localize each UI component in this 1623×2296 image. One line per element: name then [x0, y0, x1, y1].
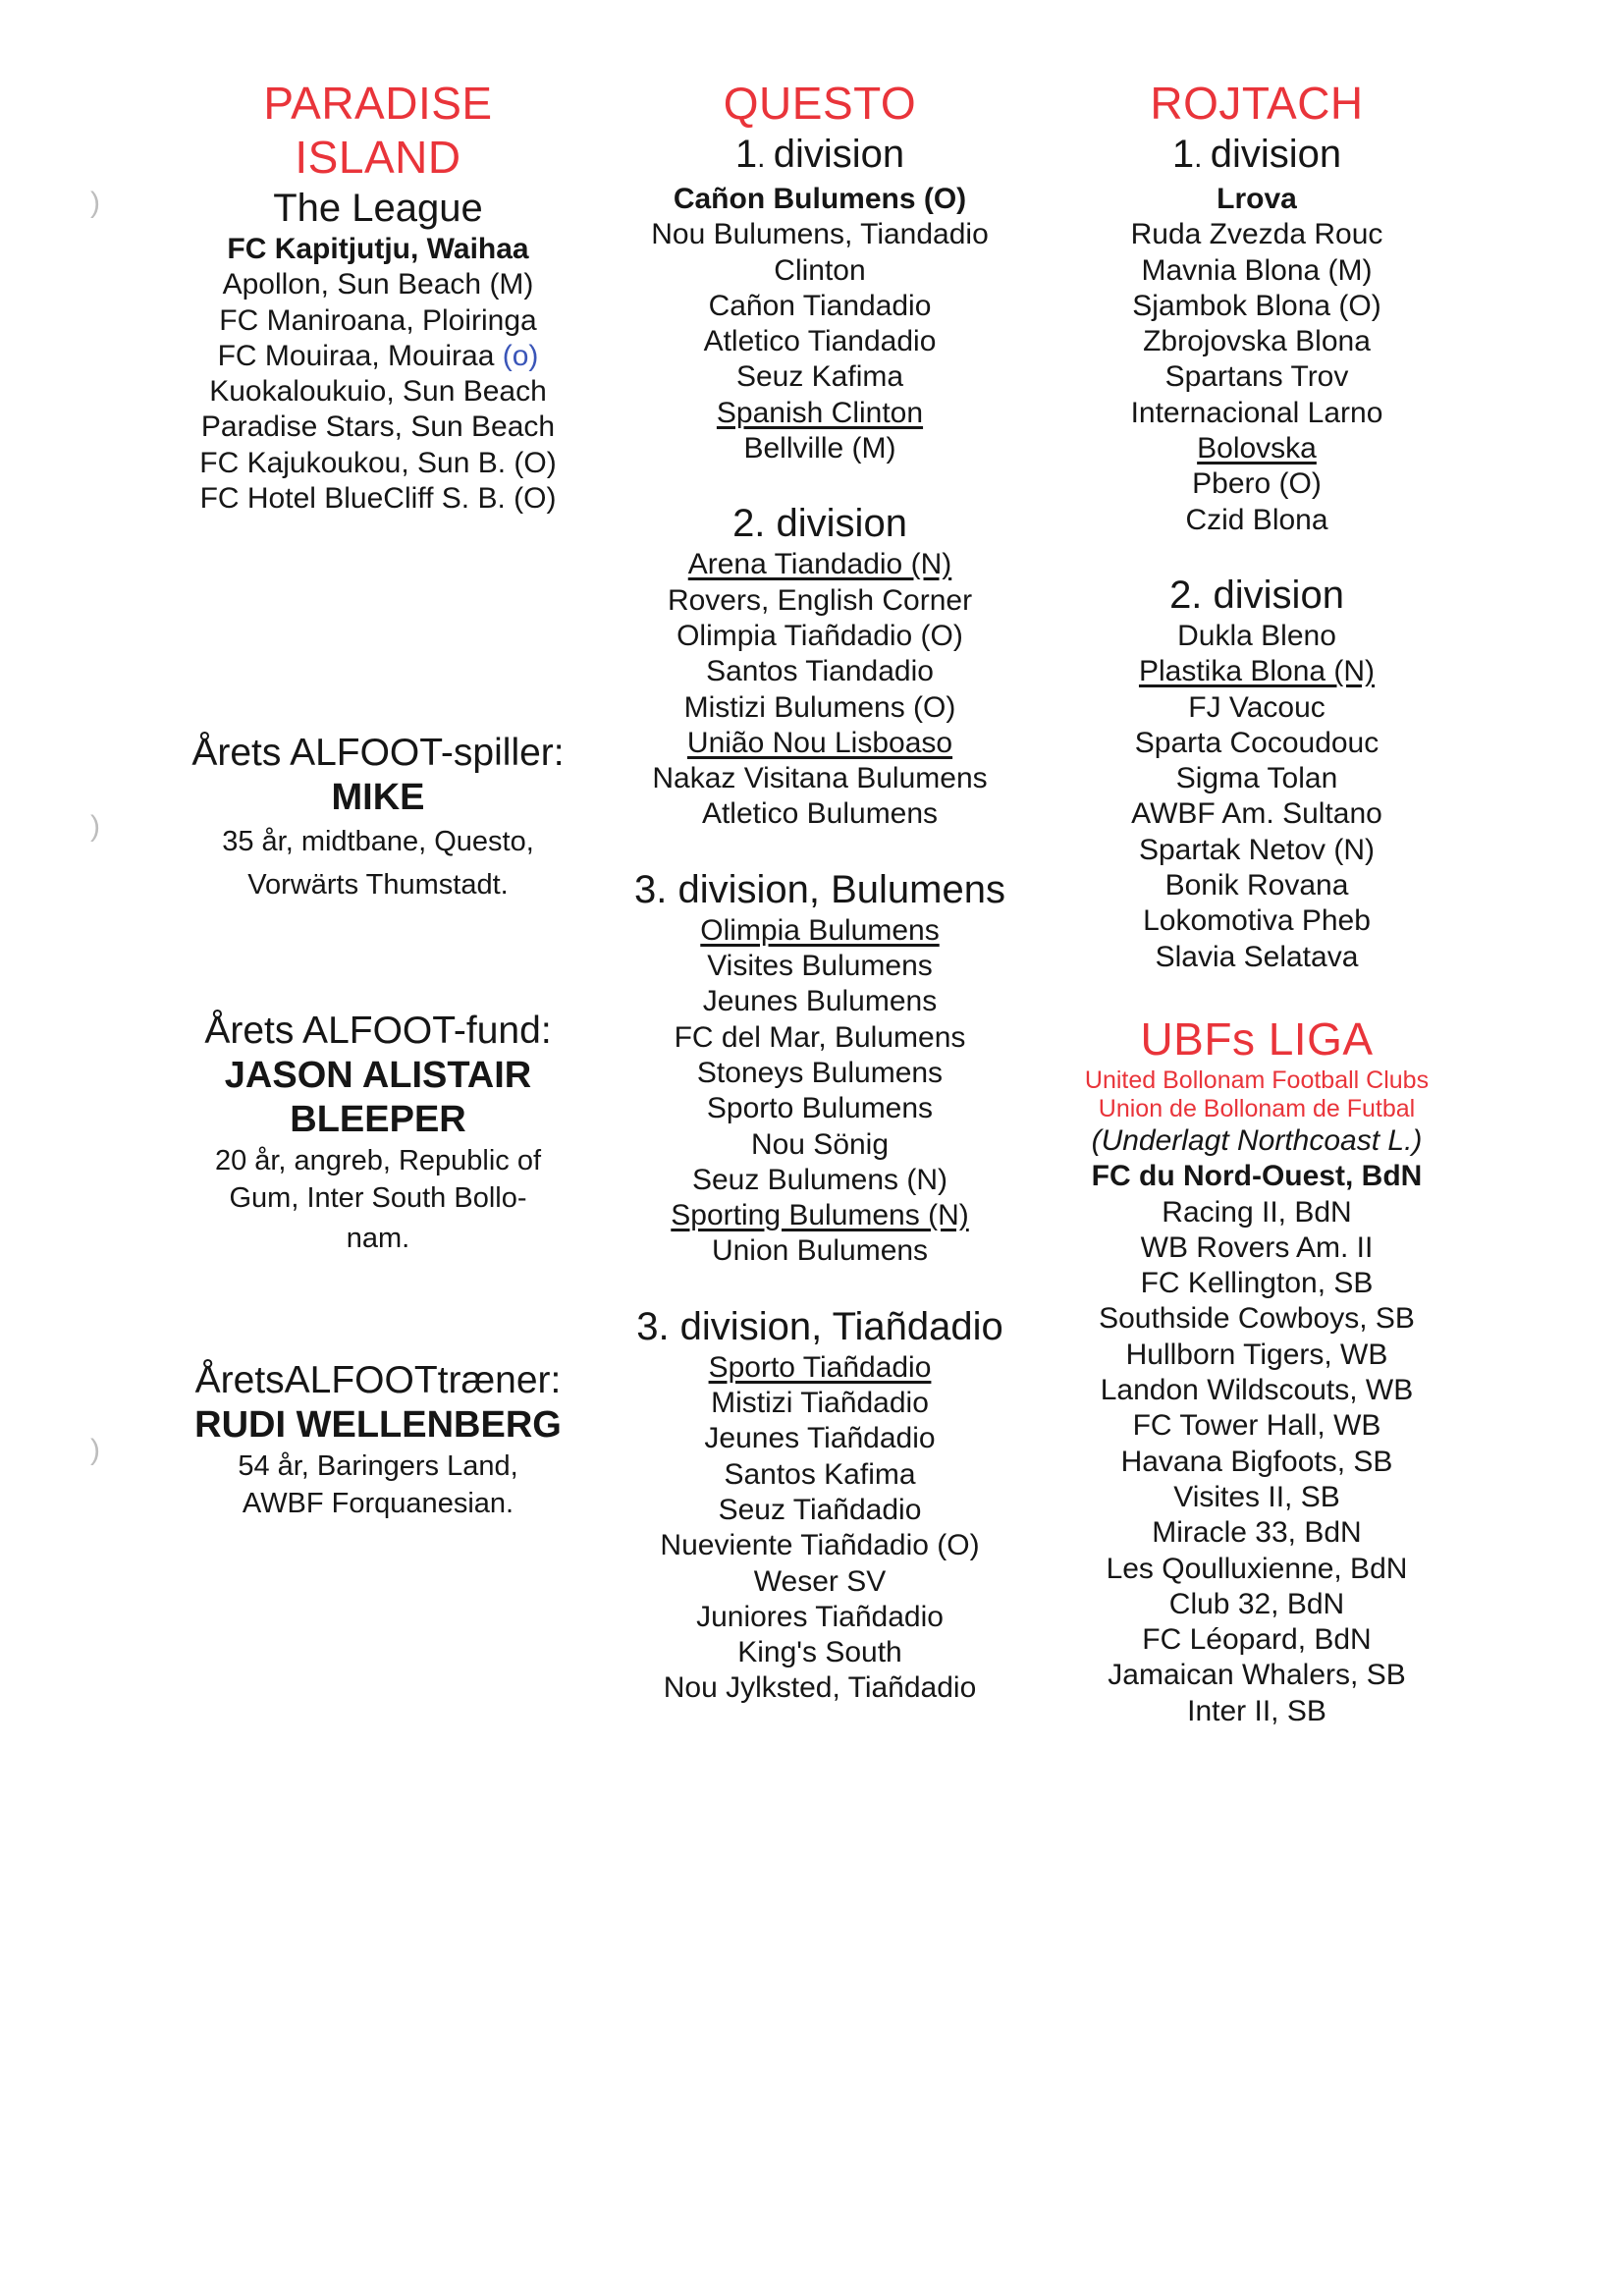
- list-item: Atletico Bulumens: [701, 797, 939, 831]
- list-item: Sjambok Blona (O): [1132, 289, 1381, 322]
- list-item: Lrova: [1217, 183, 1297, 215]
- award-coach-desc: AWBF Forquanesian.: [242, 1488, 514, 1520]
- list-item: Union Bulumens: [711, 1234, 929, 1268]
- award-coach-name: RUDI WELLENBERG: [194, 1404, 562, 1447]
- rojtach-div2-list: [1041, 619, 1473, 975]
- list-item: Sparta Cocoudouc: [1134, 726, 1380, 759]
- list-item: Ruda Zvezda Rouc: [1130, 218, 1383, 251]
- list-item: Landon Wildscouts, WB: [1100, 1374, 1414, 1407]
- list-item: Spartak Netov (N): [1138, 833, 1376, 866]
- list-item: FC Maniroana, Ploiringa: [219, 303, 537, 337]
- ubf-subtitle-1: United Bollonam Football Clubs: [1084, 1066, 1430, 1094]
- list-item: Czid Blona: [1185, 503, 1328, 536]
- list-item: Apollon, Sun Beach (M): [222, 268, 534, 301]
- list-item: FC Kapitjutju, Waihaa: [227, 233, 529, 265]
- questo-title: QUESTO: [723, 78, 917, 129]
- list-item: Sigma Tolan: [1175, 762, 1338, 795]
- award-fund-desc: nam.: [346, 1223, 410, 1255]
- list-item: Havana Bigfoots, SB: [1120, 1445, 1393, 1478]
- list-item: Sporto Bulumens: [706, 1092, 934, 1125]
- rojtach-div1-list: [1041, 182, 1473, 538]
- list-item: King's South: [737, 1636, 902, 1669]
- list-item: Bonik Rovana: [1164, 869, 1349, 902]
- list-item: Nakaz Visitana Bulumens: [652, 762, 988, 795]
- award-player-heading: Årets ALFOOT-spiller:: [191, 732, 565, 775]
- award-fund-name: JASON ALISTAIR: [224, 1055, 532, 1097]
- questo-div2-heading: 2. division: [732, 502, 907, 546]
- list-item: Nou Bulumens, Tiandadio: [651, 218, 989, 251]
- handwritten-mark: (o): [502, 339, 539, 372]
- list-item: Mavnia Blona (M): [1141, 253, 1373, 287]
- rojtach-div2-heading: 2. division: [1169, 573, 1344, 617]
- list-item: Bellville (M): [743, 432, 896, 465]
- paradise-title-line2: ISLAND: [295, 132, 461, 183]
- list-item: Kuokaloukuio, Sun Beach: [209, 375, 547, 409]
- ubf-note: (Underlagt Northcoast L.): [1091, 1123, 1423, 1157]
- list-item: Bolovska: [1197, 432, 1317, 465]
- list-item: Jamaican Whalers, SB: [1108, 1659, 1406, 1692]
- award-coach-desc: 54 år, Baringers Land,: [238, 1450, 518, 1483]
- list-item: Juniores Tiañdadio: [696, 1600, 944, 1633]
- list-item: Inter II, SB: [1187, 1694, 1326, 1727]
- award-fund-desc: Gum, Inter South Bollo-: [229, 1182, 527, 1215]
- list-item: Pbero (O): [1192, 467, 1322, 501]
- award-coach-heading: ÅretsALFOOTtræner:: [194, 1359, 562, 1402]
- list-item: Visites Bulumens: [707, 950, 933, 983]
- questo-div3t-list: [609, 1350, 1031, 1707]
- paradise-league-title: The League: [273, 187, 483, 230]
- list-item: Sporto Tiañdadio: [708, 1350, 932, 1384]
- list-item: Santos Kafima: [724, 1457, 916, 1491]
- list-item: FJ Vacouc: [1188, 690, 1325, 724]
- list-item: Nueviente Tiañdadio (O): [660, 1529, 980, 1562]
- questo-div1-list: [609, 182, 1031, 466]
- list-item: Zbrojovska Blona: [1143, 325, 1371, 358]
- award-player: [167, 731, 589, 906]
- list-item: Seuz Tiañdadio: [718, 1493, 922, 1526]
- list-item: FC Kajukoukou, Sun B. (O): [199, 446, 557, 479]
- list-item: Weser SV: [753, 1564, 887, 1598]
- questo-div2-list: [609, 547, 1031, 832]
- list-item: FC Léopard, BdN: [1142, 1623, 1372, 1657]
- list-item: Sporting Bulumens (N): [671, 1199, 969, 1232]
- list-item: Racing II, BdN: [1162, 1195, 1352, 1229]
- list-item: Club 32, BdN: [1168, 1587, 1345, 1620]
- list-item: Jeunes Tiañdadio: [704, 1422, 936, 1455]
- list-item: Rovers, English Corner: [667, 583, 973, 617]
- list-item: Dukla Bleno: [1177, 619, 1336, 652]
- list-item: União Nou Lisboaso: [686, 726, 953, 759]
- list-item: Olimpia Bulumens: [700, 913, 940, 947]
- questo-div3b-list: [609, 913, 1031, 1270]
- award-player-desc: 35 år, midtbane, Questo,: [222, 826, 534, 858]
- paradise-team-list: [167, 232, 589, 517]
- list-item: Plastika Blona (N): [1138, 655, 1376, 688]
- award-coach: [167, 1358, 589, 1522]
- list-item: Mistizi Bulumens (O): [683, 690, 956, 724]
- rojtach-column: [1041, 77, 1473, 1729]
- ubf-title: UBFs LIGA: [1140, 1012, 1374, 1065]
- rojtach-title: ROJTACH: [1150, 78, 1364, 129]
- award-fund: [167, 1009, 589, 1260]
- list-item: Visites II, SB: [1173, 1480, 1340, 1513]
- list-item: Lokomotiva Pheb: [1143, 904, 1371, 938]
- paradise-island-column: [167, 77, 589, 1522]
- list-item: Jeunes Bulumens: [702, 985, 938, 1018]
- ubf-team-list: [1041, 1123, 1473, 1729]
- list-item: FC Kellington, SB: [1140, 1267, 1374, 1300]
- award-fund-desc: 20 år, angreb, Republic of: [214, 1145, 542, 1177]
- list-item: Spartans Trov: [1164, 360, 1349, 394]
- award-player-name: MIKE: [331, 777, 425, 819]
- scan-mark-decoration: ): [90, 810, 100, 843]
- award-fund-name: BLEEPER: [290, 1099, 466, 1141]
- list-item: Slavia Selatava: [1155, 940, 1359, 973]
- list-item: FC du Nord-Ouest, BdN: [1091, 1160, 1423, 1193]
- list-item: Paradise Stars, Sun Beach: [200, 410, 556, 444]
- award-fund-heading: Årets ALFOOT-fund:: [204, 1010, 552, 1053]
- scan-mark-decoration: ): [90, 1434, 100, 1466]
- list-item: FC Tower Hall, WB: [1132, 1409, 1381, 1443]
- team-name: FC Mouiraa, Mouiraa: [217, 339, 495, 372]
- list-item: Internacional Larno: [1130, 396, 1383, 429]
- list-item: Mistizi Tiañdadio: [711, 1387, 929, 1420]
- list-item: AWBF Am. Sultano: [1131, 797, 1382, 831]
- list-item: Arena Tiandadio (N): [687, 548, 952, 581]
- list-item: Nou Sönig: [750, 1127, 890, 1161]
- list-item: FC del Mar, Bulumens: [674, 1020, 966, 1054]
- questo-column: [609, 77, 1031, 1707]
- list-item: Southside Cowboys, SB: [1099, 1302, 1415, 1336]
- list-item: Miracle 33, BdN: [1152, 1516, 1362, 1550]
- list-item: Spanish Clinton: [716, 396, 924, 429]
- rojtach-div1-heading: 1. division: [1171, 133, 1342, 176]
- list-item: Cañon Bulumens (O): [673, 183, 967, 215]
- list-item: Santos Tiandadio: [706, 655, 934, 688]
- paradise-title-line1: PARADISE: [263, 78, 493, 129]
- questo-div3b-heading: 3. division, Bulumens: [634, 867, 1005, 911]
- list-item: Nou Jylksted, Tiañdadio: [663, 1671, 977, 1705]
- ubf-subtitle-2: Union de Bollonam de Futbal: [1098, 1094, 1416, 1122]
- list-item: Olimpia Tiañdadio (O): [676, 619, 963, 652]
- scan-mark-decoration: ): [90, 187, 100, 219]
- list-item: Clinton: [774, 253, 866, 287]
- list-item: Hullborn Tigers, WB: [1125, 1338, 1388, 1371]
- award-player-desc: Vorwärts Thumstadt.: [247, 869, 509, 902]
- list-item: Seuz Kafima: [735, 360, 904, 394]
- list-item: WB Rovers Am. II: [1140, 1230, 1374, 1264]
- list-item: Seuz Bulumens (N): [691, 1163, 948, 1196]
- list-item: FC Hotel BlueCliff S. B. (O): [199, 482, 557, 516]
- questo-div1-heading: 1. division: [734, 133, 905, 176]
- list-item: Cañon Tiandadio: [708, 289, 932, 322]
- list-item: [167, 339, 589, 374]
- questo-div3t-heading: 3. division, Tiañdadio: [636, 1304, 1003, 1348]
- list-item: Atletico Tiandadio: [703, 325, 937, 358]
- list-item: Les Qoulluxienne, BdN: [1106, 1552, 1408, 1585]
- list-item: Stoneys Bulumens: [696, 1056, 944, 1089]
